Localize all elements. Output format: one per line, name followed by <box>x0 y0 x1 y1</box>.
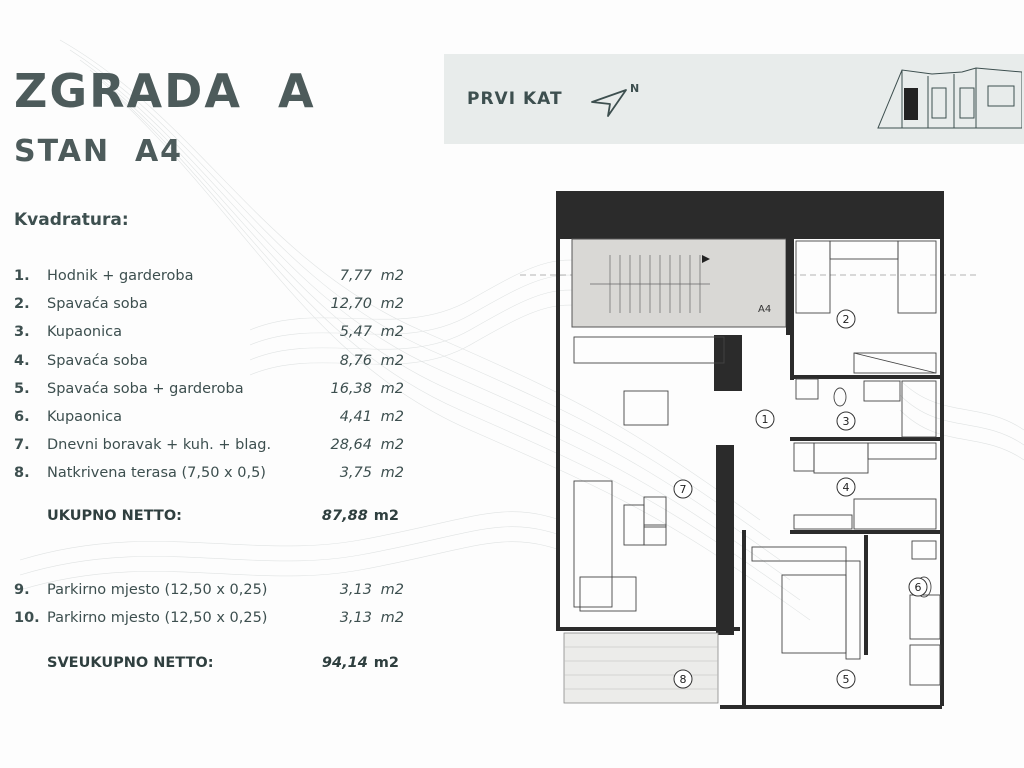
outer-wall-left <box>556 191 560 631</box>
room-unit: m2 <box>380 352 404 369</box>
bedroom-2-furniture <box>796 241 936 373</box>
stairwell <box>572 239 786 327</box>
room-area: 8,76 <box>339 352 372 369</box>
room-name: Spavaća soba <box>47 296 148 313</box>
room-number: 6. <box>14 409 30 426</box>
building-key-plan-icon <box>872 64 1022 134</box>
room-unit: m2 <box>380 296 404 313</box>
room-label-6: 6 <box>914 581 922 594</box>
room-unit: m2 <box>380 465 404 482</box>
room-area: 4,41 <box>339 409 372 426</box>
living-room-furniture <box>574 337 724 611</box>
total-netto-row <box>47 508 399 524</box>
room-row <box>14 403 404 431</box>
room-name: Kupaonica <box>47 409 123 426</box>
room-label-7: 7 <box>679 483 687 496</box>
parking-number: 10. <box>14 610 40 627</box>
parking-unit: m2 <box>380 610 404 627</box>
room-area: 5,47 <box>339 324 372 341</box>
apartment-subtitle: STAN A4 <box>14 134 184 169</box>
total-netto-area: 87,88 <box>321 508 368 524</box>
room-label-5: 5 <box>842 673 850 686</box>
grand-total-unit: m2 <box>373 655 399 671</box>
area-section-heading: Kvadratura: <box>14 210 129 230</box>
room-row <box>14 262 404 290</box>
parking-name: Parkirno mjesto (12,50 x 0,25) <box>47 582 268 599</box>
bedroom-4-furniture <box>794 443 936 529</box>
outer-wall-right <box>940 191 944 706</box>
room-label-8: 8 <box>679 673 687 686</box>
total-netto-unit: m2 <box>373 508 399 524</box>
parking-row <box>14 604 404 632</box>
room-unit: m2 <box>380 268 404 285</box>
room-area-list <box>14 262 404 488</box>
room-label-1: 1 <box>761 413 769 426</box>
room-unit: m2 <box>380 437 404 454</box>
roof-slab <box>560 191 942 239</box>
unit-tag: A4 <box>758 304 772 315</box>
room-row <box>14 459 404 487</box>
parking-area: 3,13 <box>339 610 372 627</box>
floor-plan <box>520 185 1010 745</box>
parking-list <box>14 576 404 632</box>
room-area: 3,75 <box>339 465 372 482</box>
north-arrow-icon <box>588 80 644 124</box>
room-number: 2. <box>14 296 30 313</box>
room-number: 3. <box>14 324 30 341</box>
room-name: Spavaća soba + garderoba <box>47 380 244 397</box>
room-number: 1. <box>14 268 30 285</box>
bathroom-6-fixtures <box>910 541 940 685</box>
room-number: 4. <box>14 352 30 369</box>
room-unit: m2 <box>380 324 404 341</box>
room-row <box>14 375 404 403</box>
building-title: ZGRADA A <box>14 64 316 118</box>
parking-name: Parkirno mjesto (12,50 x 0,25) <box>47 610 268 627</box>
parking-area: 3,13 <box>339 582 372 599</box>
parking-unit: m2 <box>380 582 404 599</box>
grand-total-label: SVEUKUPNO NETTO: <box>47 655 214 671</box>
north-letter: N <box>630 82 640 95</box>
room-number: 7. <box>14 437 30 454</box>
parking-number: 9. <box>14 582 30 599</box>
bathroom-3-fixtures <box>796 379 936 437</box>
room-name: Natkrivena terasa (7,50 x 0,5) <box>47 465 266 482</box>
bedroom-5-furniture <box>752 547 860 659</box>
floor-label: PRVI KAT <box>467 89 563 109</box>
room-row <box>14 431 404 459</box>
room-name: Dnevni boravak + kuh. + blag. <box>47 437 272 454</box>
room-area: 28,64 <box>330 437 372 454</box>
room-label-4: 4 <box>842 481 850 494</box>
room-name: Spavaća soba <box>47 352 148 369</box>
room-unit: m2 <box>380 409 404 426</box>
parking-row <box>14 576 404 604</box>
room-label-2: 2 <box>842 313 850 326</box>
room-row <box>14 347 404 375</box>
room-area: 16,38 <box>330 380 372 397</box>
grand-total-area: 94,14 <box>321 655 368 671</box>
room-label-3: 3 <box>842 415 850 428</box>
total-netto-label: UKUPNO NETTO: <box>47 508 182 524</box>
room-area: 12,70 <box>330 296 372 313</box>
room-number: 5. <box>14 380 30 397</box>
room-number: 8. <box>14 465 30 482</box>
room-area: 7,77 <box>339 268 372 285</box>
room-row <box>14 290 404 318</box>
covered-terrace <box>564 633 718 703</box>
room-unit: m2 <box>380 380 404 397</box>
grand-total-row <box>47 655 399 671</box>
room-row <box>14 318 404 346</box>
room-name: Kupaonica <box>47 324 123 341</box>
room-name: Hodnik + garderoba <box>47 268 194 285</box>
